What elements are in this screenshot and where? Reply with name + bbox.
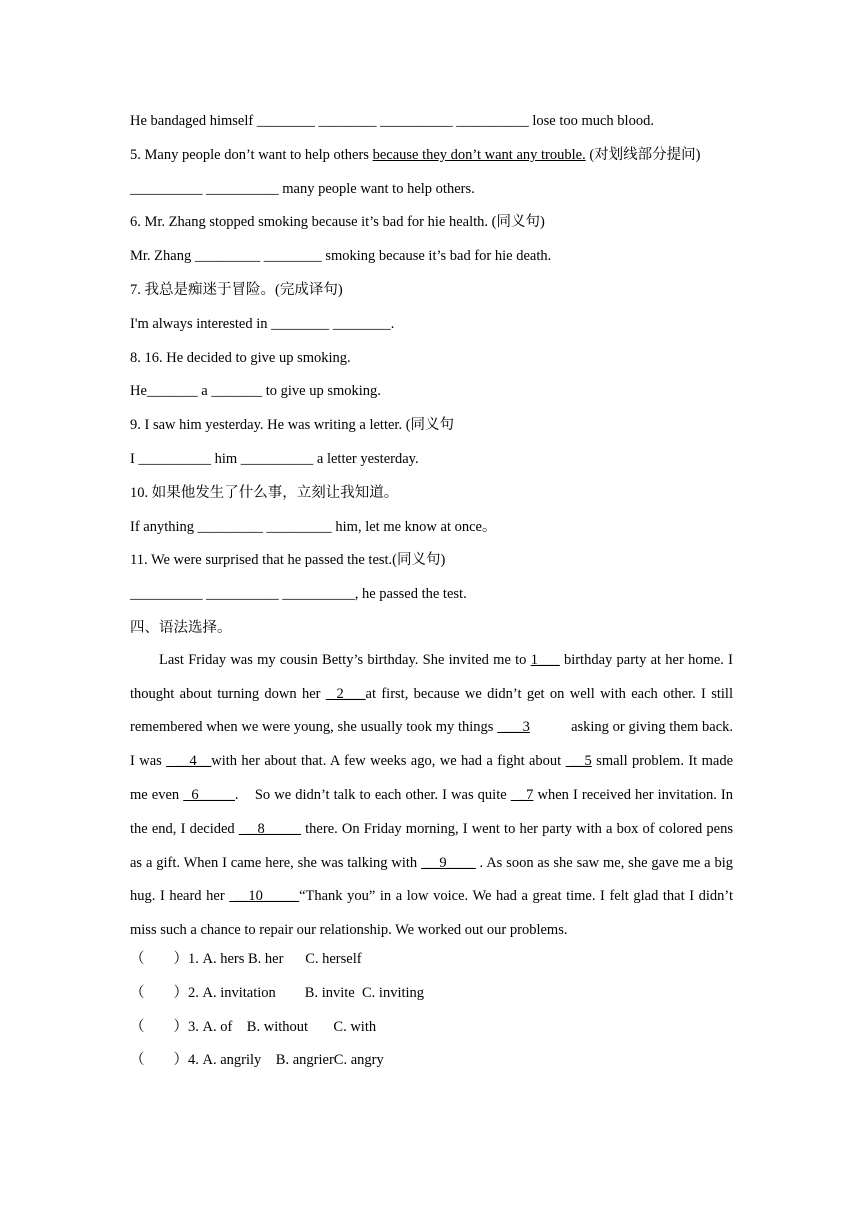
q10-answer-line: If anything _________ _________ him, let me know at once。 — [130, 518, 497, 535]
blank-6: 6_____ — [183, 786, 235, 803]
passage-text: asking or giving them back. I was — [130, 719, 737, 770]
option-text: 1. A. hers B. her C. herself — [188, 950, 362, 967]
blank-7: _7 — [510, 786, 534, 803]
answer-paren: （ ） — [130, 984, 188, 1001]
passage-text: when I received her invitation. In the end, I decided — [130, 786, 734, 837]
q8-answer-line: He_______ a _______ to give up smoking. — [130, 383, 381, 400]
q11-line: 11. We were surprised that he passed the test.(同义句) — [130, 552, 446, 569]
answer-paren: （ ） — [130, 950, 188, 967]
q5-underlined-text: because they don’t want any trouble. — [372, 146, 586, 163]
option-text: 2. A. invitation B. invite C. inviting — [188, 984, 425, 1001]
passage-text: with her about that. A few weeks ago, we had a fight about — [211, 753, 566, 770]
option-text: 4. A. angrily B. angrierC. angry — [188, 1052, 384, 1069]
passage-text: there. On Friday morning, I went to her party with a box of colored pens as a gift. When I came here, she was talking with — [130, 820, 733, 871]
document-content — [130, 110, 737, 1083]
passage-text: Last Friday was my cousin Betty’s birthday. She invited me to — [159, 651, 531, 668]
q7-line: 7. 我总是痴迷于冒险。(完成译句) — [130, 281, 343, 298]
q8-line: 8. 16. He decided to give up smoking. — [130, 349, 351, 366]
option-row — [130, 1016, 733, 1050]
option-row — [130, 948, 733, 982]
q10-line: 10. 如果他发生了什么事，立刻让我知道。 — [130, 484, 399, 501]
blank-1: 1___ — [530, 651, 560, 668]
q7-answer-line: I'm always interested in ________ ________. — [130, 315, 395, 332]
passage-text: small problem. It made me even — [130, 753, 734, 803]
passage-text: birthday party at her home. I thought about turning down her — [130, 651, 733, 702]
blank-9: __9____ — [421, 854, 476, 871]
option-row — [130, 982, 733, 1016]
option-row — [130, 1049, 733, 1083]
blank-2: 2___ — [325, 685, 366, 702]
passage-text: “Thank you” in a low voice. We had a great time. I felt glad that I didn’t miss such a chance to repair our relationship. We worked out our problems. — [130, 888, 733, 939]
blank-4: __4__ — [166, 753, 212, 770]
q6-answer-line: Mr. Zhang _________ ________ smoking because it’s bad for hie death. — [130, 248, 552, 265]
q5-line — [130, 144, 733, 178]
passage-text: . So we didn’t talk to each other. I was quite — [234, 786, 511, 803]
q9-line: 9. I saw him yesterday. He was writing a letter. (同义句 — [130, 417, 455, 434]
q5-answer-line: __________ __________ many people want to help others. — [130, 180, 475, 197]
answer-paren: （ ） — [130, 1018, 188, 1035]
q9-answer-line: I __________ him __________ a letter yesterday. — [130, 450, 419, 467]
cloze-passage — [130, 644, 737, 948]
q11-answer-line: __________ __________ __________, he passed the test. — [130, 586, 467, 603]
passage-text: at first, because we didn’t get on well with each other. I still remembered when we were young, she usually took my things — [130, 685, 733, 736]
q5-text: 5. Many people don’t want to help others — [130, 146, 373, 163]
answer-paren: （ ） — [130, 1052, 188, 1069]
blank-5: __5 — [565, 753, 592, 770]
blank-3: ___3 — [497, 719, 530, 736]
section-heading: 四、语法选择。 — [130, 619, 232, 636]
passage-text: . As soon as she saw me, she gave me a big hug. I heard her — [130, 854, 733, 905]
blank-8: __8_____ — [238, 820, 301, 837]
q6-line: 6. Mr. Zhang stopped smoking because it’s bad for hie health. (同义句) — [130, 214, 545, 231]
blank-10: __10_____ — [229, 888, 300, 905]
q4-answer-line: He bandaged himself ________ ________ __________ __________ lose too much blood. — [130, 113, 654, 129]
option-text: 3. A. of B. without C. with — [188, 1018, 377, 1035]
q5-instruction: (对划线部分提问) — [585, 146, 701, 163]
